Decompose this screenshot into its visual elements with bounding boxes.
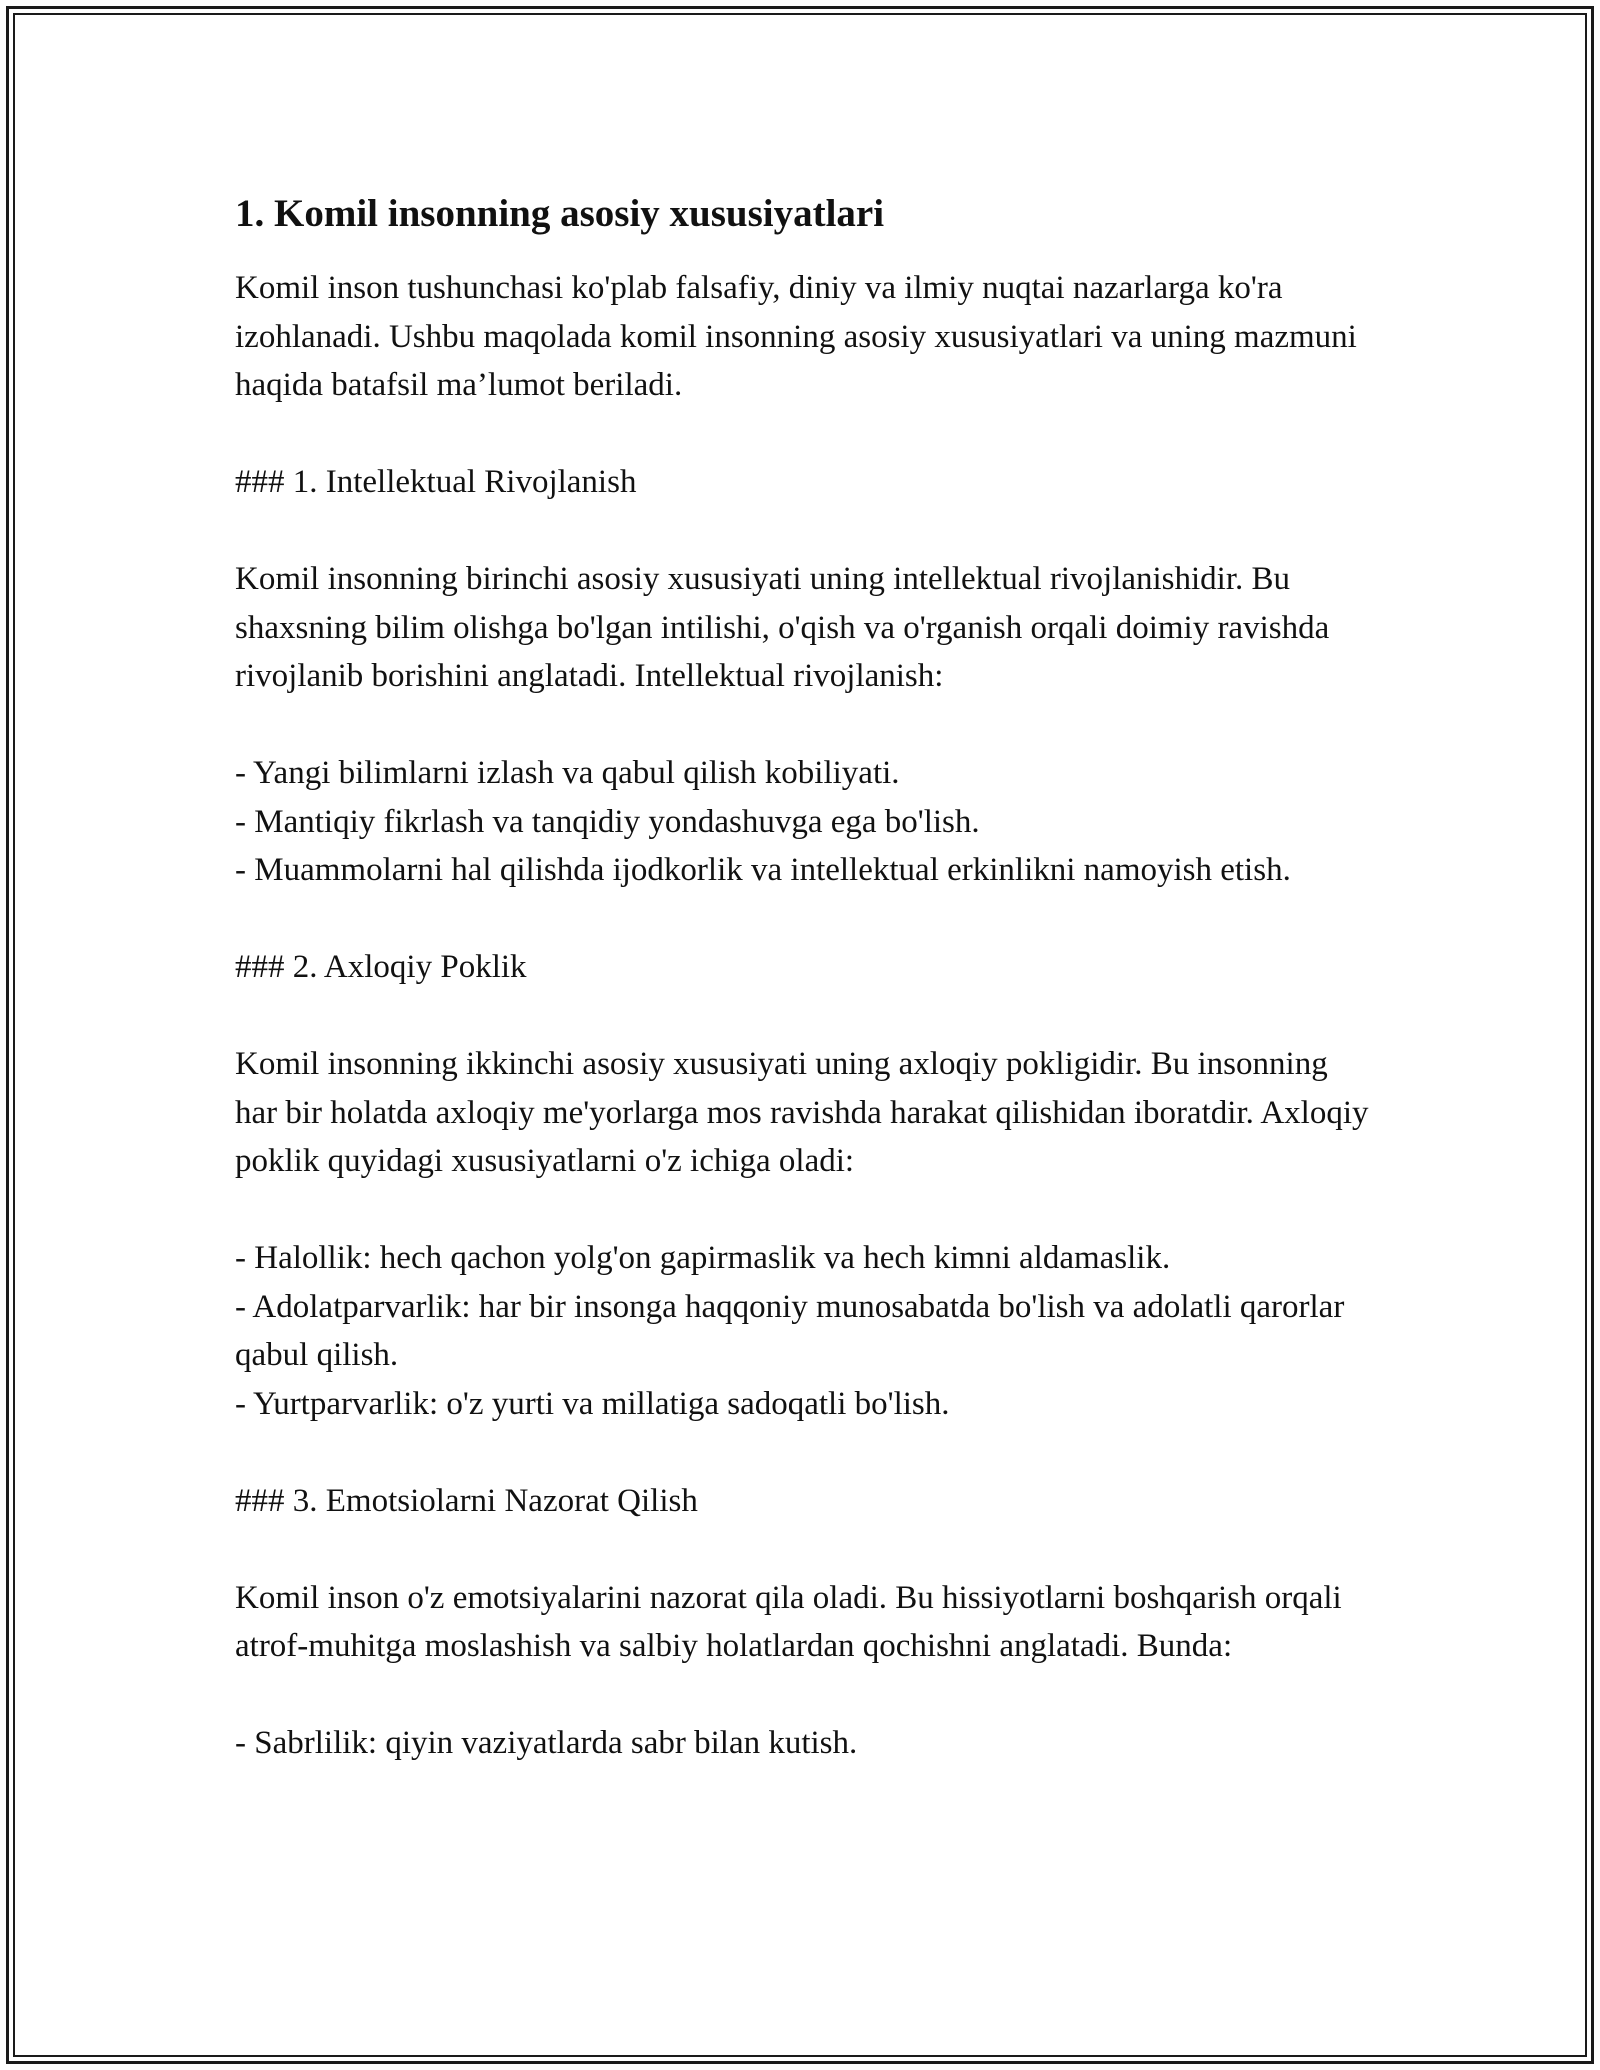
spacer (235, 1671, 1375, 1720)
spacer (235, 701, 1375, 750)
list-item: - Muammolarni hal qilishda ijodkorlik va intellektual erkinlikni namoyish etish. (235, 852, 1291, 888)
section-heading-intellektual: ### 1. Intellektual Rivojlanish (235, 464, 637, 500)
document-body (235, 264, 1375, 1768)
document-content (235, 186, 1375, 1768)
list-item: - Halollik: hech qachon yolg'on gapirmaslik va hech kimni aldamaslik. (235, 1240, 1171, 1276)
list-item: - Adolatparvarlik: har bir insonga haqqoniy munosabatda bo'lish va adolatli qarorlar qabul qilish. (235, 1288, 1345, 1373)
list-item: - Sabrlilik: qiyin vaziyatlarda sabr bilan kutish. (235, 1725, 858, 1761)
spacer (235, 1428, 1375, 1477)
document-title: 1. Komil insonning asosiy xususiyatlari (235, 192, 885, 235)
spacer (235, 410, 1375, 459)
spacer (235, 507, 1375, 556)
list-item: - Yangi bilimlarni izlash va qabul qilish kobiliyati. (235, 755, 900, 791)
list-item: - Yurtparvarlik: o'z yurti va millatiga sadoqatli bo'lish. (235, 1385, 950, 1422)
spacer (235, 895, 1375, 944)
list-item: - Mantiqiy fikrlash va tanqidiy yondashuvga ega bo'lish. (235, 803, 980, 840)
section-heading-emotsiolar: ### 3. Emotsiolarni Nazorat Qilish (235, 1482, 698, 1519)
section-heading-axloqiy: ### 2. Axloqiy Poklik (235, 949, 527, 985)
section-paragraph-emotsiolar: Komil inson o'z emotsiyalarini nazorat qila oladi. Bu hissiyotlarni boshqarish orqali atrof-muhitga moslashish va salbiy holatlardan qochishni anglatadi. Bunda: (235, 1579, 1342, 1664)
spacer (235, 992, 1375, 1041)
spacer (235, 1186, 1375, 1235)
intro-paragraph: Komil inson tushunchasi ko'plab falsafiy, diniy va ilmiy nuqtai nazarlarga ko'ra izohlanadi. Ushbu maqolada komil insonning asosiy xususiyatlari va uning mazmuni haqida batafsil ma’lumot beriladi. (235, 270, 1357, 403)
section-paragraph-intellektual: Komil insonning birinchi asosiy xususiyati uning intellektual rivojlanishidir. Bu shaxsning bilim olishga bo'lgan intilishi, o'qish va o'rganish orqali doimiy ravishda rivojlanib borishini anglatadi. Intellektual rivojlanish: (235, 561, 1330, 694)
spacer (235, 1525, 1375, 1574)
section-paragraph-axloqiy: Komil insonning ikkinchi asosiy xususiyati uning axloqiy pokligidir. Bu insonning har bir holatda axloqiy me'yorlarga mos ravishda harakat qilishidan iboratdir. Axloqiy poklik quyidagi xususiyatlarni o'z ichiga oladi: (235, 1046, 1369, 1179)
